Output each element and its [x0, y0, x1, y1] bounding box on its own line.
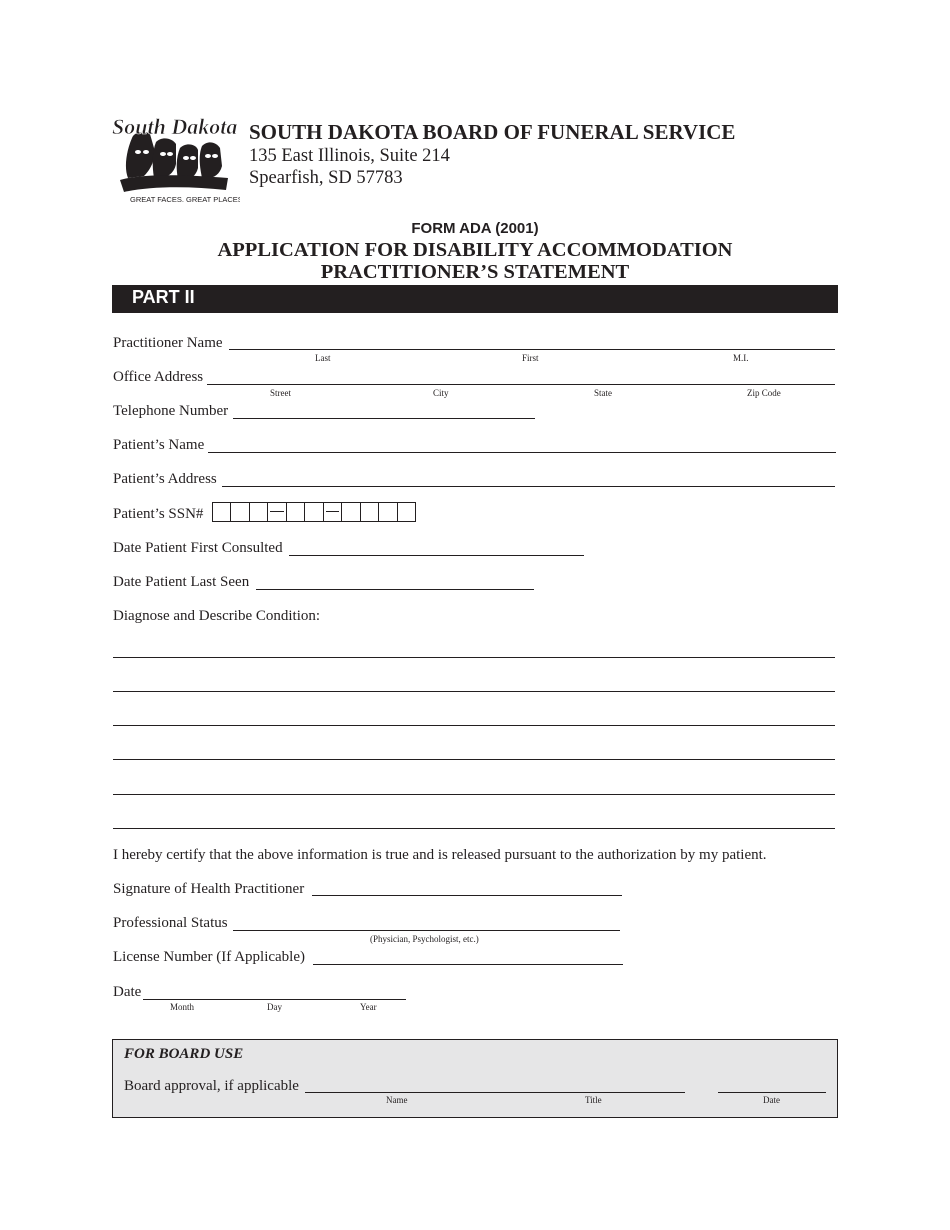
- form-code: FORM ADA (2001): [411, 220, 539, 237]
- caption-last: Last: [315, 353, 331, 363]
- logo-script-text: South Dakota: [112, 114, 238, 139]
- board-approval-date-field[interactable]: [718, 1092, 826, 1093]
- signature-label: Signature of Health Practitioner: [113, 881, 305, 897]
- caption-date: Date: [763, 1095, 780, 1105]
- date-field[interactable]: [143, 999, 406, 1000]
- diagnose-label: Diagnose and Describe Condition:: [113, 608, 321, 624]
- form-title-line-2: PRACTITIONER’S STATEMENT: [320, 261, 630, 283]
- condition-line[interactable]: [113, 657, 835, 658]
- date-label: Date: [113, 984, 142, 1000]
- caption-first: First: [522, 353, 539, 363]
- caption-city: City: [433, 388, 449, 398]
- caption-state: State: [594, 388, 612, 398]
- ssn-digit-box[interactable]: [287, 503, 305, 521]
- patient-ssn-field[interactable]: [212, 502, 416, 522]
- ssn-digit-box[interactable]: [361, 503, 379, 521]
- license-number-field[interactable]: [313, 964, 623, 965]
- certification-statement: I hereby certify that the above information is true and is released pursuant to the authorization by my patient.: [113, 847, 767, 863]
- patient-ssn-label: Patient’s SSN#: [113, 506, 204, 522]
- ssn-separator: [268, 503, 286, 521]
- date-last-seen-field[interactable]: [256, 589, 534, 590]
- condition-line[interactable]: [113, 828, 835, 829]
- address-line-1: 135 East Illinois, Suite 214: [249, 146, 450, 166]
- patient-address-label: Patient’s Address: [113, 471, 217, 487]
- caption-month: Month: [170, 1002, 195, 1012]
- form-title-line-1: APPLICATION FOR DISABILITY ACCOMMODATION: [217, 239, 733, 261]
- license-number-label: License Number (If Applicable): [113, 949, 306, 965]
- signature-field[interactable]: [312, 895, 622, 896]
- caption-year: Year: [360, 1002, 377, 1012]
- board-approval-label: Board approval, if applicable: [124, 1078, 299, 1094]
- board-approval-name-title-field[interactable]: [305, 1092, 685, 1093]
- telephone-field[interactable]: [233, 418, 535, 419]
- patient-name-label: Patient’s Name: [113, 437, 205, 453]
- patient-name-field[interactable]: [208, 452, 836, 453]
- ssn-digit-box[interactable]: [231, 503, 249, 521]
- condition-line[interactable]: [113, 794, 835, 795]
- status-caption: (Physician, Psychologist, etc.): [370, 934, 479, 944]
- ssn-digit-box[interactable]: [398, 503, 415, 521]
- condition-line[interactable]: [113, 725, 835, 726]
- condition-line[interactable]: [113, 759, 835, 760]
- organization-name: SOUTH DAKOTA BOARD OF FUNERAL SERVICE: [249, 120, 736, 144]
- part-label: PART II: [132, 287, 195, 307]
- ssn-digit-box[interactable]: [379, 503, 397, 521]
- part-banner: [112, 285, 838, 313]
- south-dakota-logo: [110, 108, 240, 206]
- practitioner-name-field[interactable]: [229, 349, 835, 350]
- caption-mi: M.I.: [733, 353, 749, 363]
- board-use-heading: FOR BOARD USE: [124, 1046, 244, 1062]
- office-address-label: Office Address: [113, 369, 204, 385]
- logo-tagline: GREAT FACES. GREAT PLACES.: [130, 195, 240, 204]
- condition-line[interactable]: [113, 691, 835, 692]
- ssn-digit-box[interactable]: [213, 503, 231, 521]
- date-first-consulted-label: Date Patient First Consulted: [113, 540, 283, 556]
- practitioner-name-label: Practitioner Name: [113, 335, 223, 351]
- address-line-2: Spearfish, SD 57783: [249, 168, 403, 188]
- professional-status-field[interactable]: [233, 930, 620, 931]
- ssn-digit-box[interactable]: [342, 503, 360, 521]
- board-use-box: [112, 1039, 838, 1118]
- caption-day: Day: [267, 1002, 282, 1012]
- patient-address-field[interactable]: [222, 486, 835, 487]
- caption-name: Name: [386, 1095, 408, 1105]
- professional-status-label: Professional Status: [113, 915, 228, 931]
- date-last-seen-label: Date Patient Last Seen: [113, 574, 250, 590]
- ssn-digit-box[interactable]: [305, 503, 323, 521]
- caption-title: Title: [585, 1095, 602, 1105]
- caption-zip: Zip Code: [747, 388, 781, 398]
- caption-street: Street: [270, 388, 291, 398]
- telephone-label: Telephone Number: [113, 403, 229, 419]
- date-first-consulted-field[interactable]: [289, 555, 584, 556]
- ssn-digit-box[interactable]: [250, 503, 268, 521]
- ssn-separator: [324, 503, 342, 521]
- office-address-field[interactable]: [207, 384, 835, 385]
